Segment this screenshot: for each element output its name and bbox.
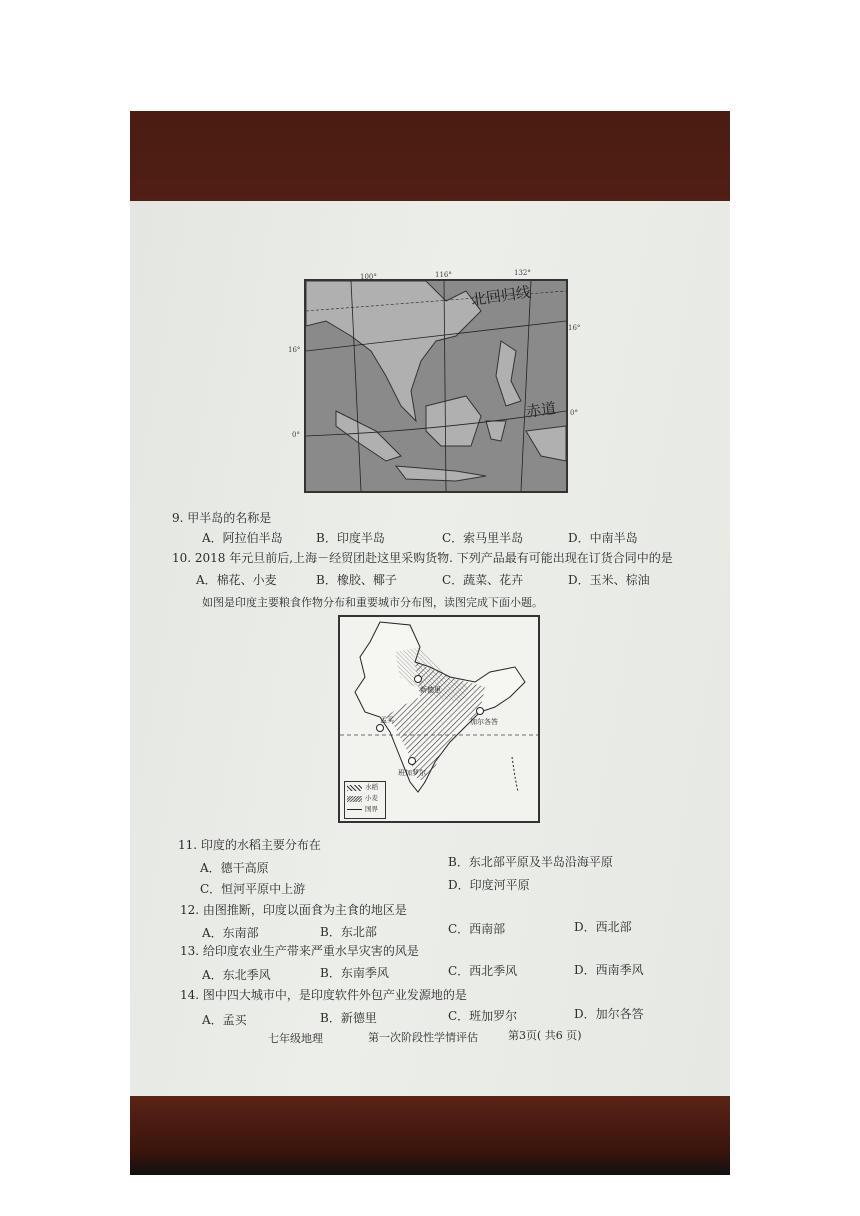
q11-option-d: D．印度河平原 [448, 878, 530, 892]
city-marker-mumbai [376, 724, 384, 732]
legend-border-label: 国界 [365, 805, 378, 813]
legend-wheat-swatch [347, 796, 362, 802]
question-10-stem: 10. 2018 年元旦前后,上海－经贸团赴这里采购货物. 下列产品最有可能出现在订货合同中的是 [172, 551, 673, 565]
q11-option-c: C．恒河平原中上游 [200, 882, 306, 896]
tropic-of-cancer-label: 北回归线 [470, 282, 533, 310]
city-marker-new-delhi [414, 675, 422, 683]
q12-option-c: C．西南部 [448, 922, 506, 936]
legend-wheat-label: 小麦 [365, 794, 378, 802]
latitude-label-right-0: 0° [570, 409, 578, 417]
latitude-label-left-16: 16° [288, 346, 301, 354]
q14-option-a: A．孟买 [202, 1013, 247, 1027]
question-9-stem: 9. 甲半岛的名称是 [172, 511, 272, 525]
city-marker-kolkata [476, 707, 484, 715]
southeast-asia-map [304, 279, 568, 493]
q10-option-a: A．棉花、小麦 [196, 573, 277, 587]
q9-option-a: A．阿拉伯半岛 [202, 531, 283, 545]
legend-rice-swatch [347, 785, 362, 791]
city-marker-bangalore [408, 757, 416, 765]
q12-option-b: B．东北部 [320, 925, 377, 939]
q12-option-d: D．西北部 [574, 920, 632, 934]
longitude-label-132: 132° [514, 269, 531, 277]
table-surface-bottom [130, 1096, 730, 1175]
question-12-stem: 12. 由图推断，印度以面食为主食的地区是 [180, 903, 407, 917]
q9-option-b: B．印度半岛 [316, 531, 385, 545]
q9-option-d: D．中南半岛 [568, 531, 638, 545]
q13-option-b: B．东南季风 [320, 966, 389, 980]
legend-rice [345, 782, 385, 793]
footer-exam-title: 第一次阶段性学情评估 [368, 1031, 478, 1044]
q14-option-b: B．新德里 [320, 1011, 377, 1025]
q13-option-c: C．西北季风 [448, 964, 518, 978]
city-label-mumbai: 孟买 [380, 716, 394, 724]
q13-option-a: A．东北季风 [202, 968, 271, 982]
q14-option-c: C．班加罗尔 [448, 1009, 518, 1023]
question-11-stem: 11. 印度的水稻主要分布在 [178, 838, 321, 852]
longitude-label-116: 116° [435, 271, 452, 279]
q14-option-d: D．加尔各答 [574, 1007, 644, 1021]
question-13-stem: 13. 给印度农业生产带来严重水旱灾害的风是 [180, 944, 419, 958]
question-14-stem: 14. 图中四大城市中，是印度软件外包产业发源地的是 [180, 988, 467, 1002]
q13-option-d: D．西南季风 [574, 963, 644, 977]
city-label-new-delhi: 新德里 [420, 686, 441, 694]
equator-label: 赤道 [524, 398, 558, 421]
q11-option-b: B．东北部平原及半岛沿海平原 [448, 855, 613, 869]
q12-option-a: A．东南部 [202, 926, 259, 940]
q11-option-a: A．德干高原 [200, 861, 269, 875]
india-map-intro: 如图是印度主要粮食作物分布和重要城市分布图，读图完成下面小题。 [202, 596, 543, 609]
legend-border-swatch [347, 809, 362, 810]
photo-background [130, 111, 730, 1175]
latitude-label-left-0: 0° [292, 431, 300, 439]
q9-option-c: C．索马里半岛 [442, 531, 524, 545]
longitude-label-100: 100° [360, 273, 377, 281]
q10-option-d: D．玉米、棕油 [568, 573, 650, 587]
footer-subject: 七年级地理 [268, 1032, 323, 1045]
exam-paper [130, 201, 730, 1098]
city-label-bangalore: 班加罗尔 [398, 769, 426, 777]
footer-page-number: 第3页( 共6 页) [508, 1029, 582, 1042]
city-label-kolkata: 加尔各答 [470, 718, 498, 726]
q10-option-b: B．橡胶、椰子 [316, 573, 397, 587]
legend-rice-label: 水稻 [365, 783, 378, 791]
legend-wheat [345, 793, 385, 804]
q10-option-c: C．蔬菜、花卉 [442, 573, 524, 587]
map-legend [344, 781, 386, 819]
southeast-asia-map-drawing [306, 281, 566, 491]
legend-border [345, 804, 385, 815]
latitude-label-right-16: 16° [568, 324, 581, 332]
india-crop-map [338, 615, 540, 823]
